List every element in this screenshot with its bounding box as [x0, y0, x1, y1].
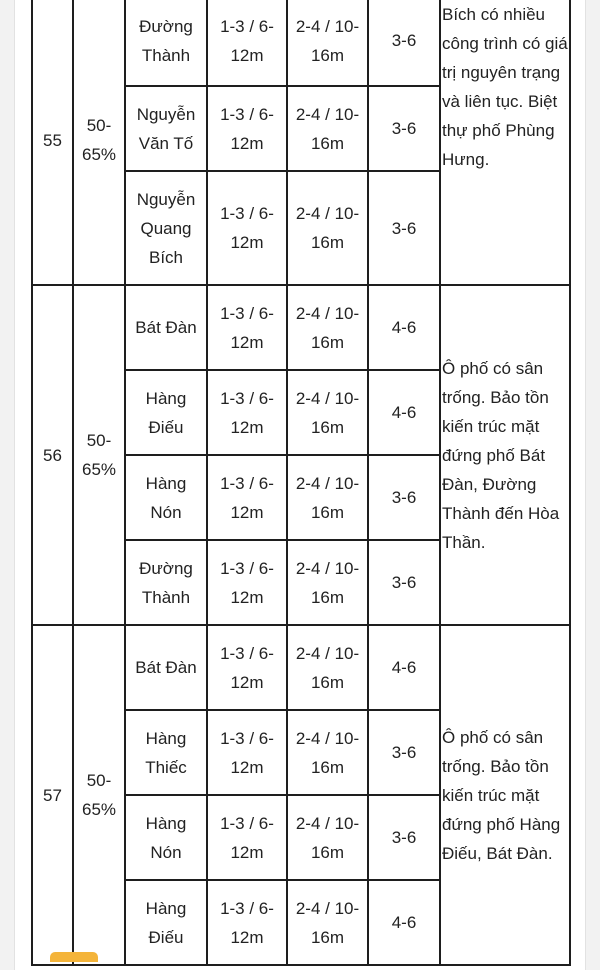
floor-range: 3-6 [368, 171, 440, 285]
block-number: 56 [32, 285, 73, 625]
street-name: Bát Đàn [125, 285, 207, 370]
floor-range: 3-6 [368, 710, 440, 795]
block-note: Ô phố có sân trống. Bảo tồn kiến trúc mặt đứng phố Bát Đàn, Đường Thành đến Hòa Thần. [440, 285, 570, 625]
floors-height-b: 2-4 / 10-16m [287, 625, 368, 710]
floors-height-b: 2-4 / 10-16m [287, 285, 368, 370]
floors-height-a: 1-3 / 6-12m [207, 370, 287, 455]
floors-height-b: 2-4 / 10-16m [287, 540, 368, 625]
floors-height-b: 2-4 / 10-16m [287, 880, 368, 965]
floors-height-a: 1-3 / 6-12m [207, 795, 287, 880]
floors-height-a: 1-3 / 6-12m [207, 171, 287, 285]
street-name: Bát Đàn [125, 625, 207, 710]
table-row [32, 625, 570, 710]
floors-height-b: 2-4 / 10-16m [287, 86, 368, 171]
table-row [32, 0, 570, 86]
street-name: Nguyễn Quang Bích [125, 171, 207, 285]
block-number: 57 [32, 625, 73, 965]
floors-height-a: 1-3 / 6-12m [207, 880, 287, 965]
floors-height-b: 2-4 / 10-16m [287, 370, 368, 455]
street-name: Hàng Nón [125, 795, 207, 880]
floors-height-b: 2-4 / 10-16m [287, 171, 368, 285]
coverage-ratio: 50-65% [73, 0, 125, 285]
floor-range: 3-6 [368, 455, 440, 540]
street-name: Nguyễn Văn Tố [125, 86, 207, 171]
floors-height-a: 1-3 / 6-12m [207, 455, 287, 540]
floors-height-a: 1-3 / 6-12m [207, 285, 287, 370]
floor-range: 3-6 [368, 795, 440, 880]
floating-action-tab[interactable] [50, 952, 98, 962]
floor-range: 4-6 [368, 285, 440, 370]
block-note: Bích có nhiều công trình có giá trị nguyên trạng và liên tục. Biệt thự phố Phùng Hưng. [440, 0, 570, 285]
floor-range: 4-6 [368, 370, 440, 455]
floor-range: 3-6 [368, 86, 440, 171]
floors-height-b: 2-4 / 10-16m [287, 795, 368, 880]
floors-height-b: 2-4 / 10-16m [287, 0, 368, 86]
street-name: Hàng Thiếc [125, 710, 207, 795]
street-name: Đường Thành [125, 0, 207, 86]
coverage-ratio: 50-65% [73, 285, 125, 625]
floors-height-a: 1-3 / 6-12m [207, 625, 287, 710]
table-row [32, 285, 570, 370]
floor-range: 4-6 [368, 880, 440, 965]
street-name: Đường Thành [125, 540, 207, 625]
floors-height-b: 2-4 / 10-16m [287, 710, 368, 795]
floors-height-b: 2-4 / 10-16m [287, 455, 368, 540]
street-name: Hàng Nón [125, 455, 207, 540]
floors-height-a: 1-3 / 6-12m [207, 710, 287, 795]
floors-height-a: 1-3 / 6-12m [207, 86, 287, 171]
coverage-ratio: 50-65% [73, 625, 125, 965]
floors-height-a: 1-3 / 6-12m [207, 540, 287, 625]
floor-range: 3-6 [368, 0, 440, 86]
floor-range: 4-6 [368, 625, 440, 710]
block-number: 55 [32, 0, 73, 285]
street-name: Hàng Điếu [125, 370, 207, 455]
street-name: Hàng Điếu [125, 880, 207, 965]
block-note: Ô phố có sân trống. Bảo tồn kiến trúc mặt đứng phố Hàng Điếu, Bát Đàn. [440, 625, 570, 965]
street-regulation-table [31, 0, 571, 966]
floor-range: 3-6 [368, 540, 440, 625]
floors-height-a: 1-3 / 6-12m [207, 0, 287, 86]
